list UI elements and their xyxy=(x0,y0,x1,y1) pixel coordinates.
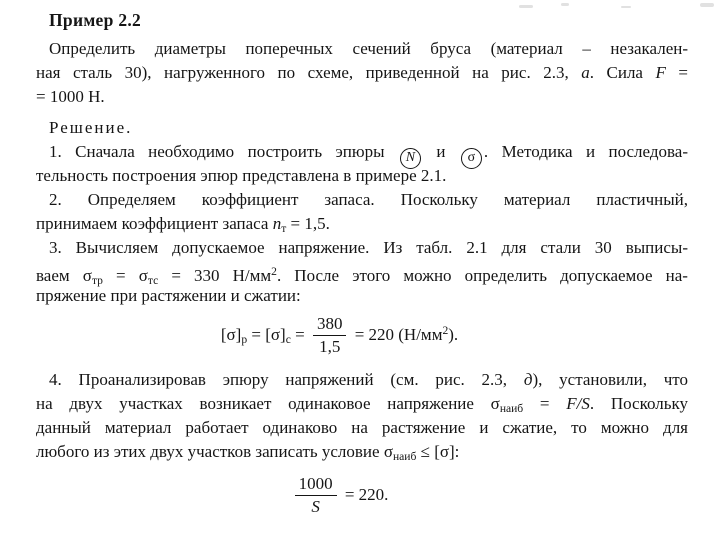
scan-artifact xyxy=(700,3,714,7)
scan-artifact xyxy=(561,3,569,6)
step-line: принимаем коэффициент запаса nт = 1,5. xyxy=(36,214,330,236)
solution-heading: Решение. xyxy=(49,118,133,137)
solution-step-2 xyxy=(36,188,688,236)
example-title: Пример 2.2 xyxy=(49,10,142,30)
step-line: на двух участках возникает одинаковое напряжение σнаиб = F/S. Поскольку xyxy=(36,393,688,416)
problem-statement xyxy=(36,37,688,109)
step-line: пряжение при растяжении и сжатии: xyxy=(36,286,301,305)
step-line: данный материал работает одинаково на растяжение и сжатие, то можно для xyxy=(36,417,688,437)
step-line: 2. Определяем коэффициент запаса. Поскольку материал пластичный, xyxy=(49,190,688,209)
solution-step-3 xyxy=(36,236,688,308)
problem-line: ная сталь 30), нагруженного по схеме, приведенной на рис. 2.3, а. Сила F = xyxy=(36,63,688,82)
solution-step-4 xyxy=(36,368,688,464)
strength-condition-formula: $\frac{1000}{S}$ = 220. xyxy=(36,474,688,518)
solution-step-1 xyxy=(36,140,688,188)
step-line: 1. Сначала необходимо построить эпюры N и σ . Методика и последова- xyxy=(36,140,688,164)
problem-line: Определить диаметры поперечных сечений бруса (материал – незакален- xyxy=(49,39,688,58)
step-line: ваем σтр = σтс = 330 $Н/мм^2$. После этого можно определить допускаемое на- xyxy=(36,265,688,287)
step-line: 3. Вычисляем допускаемое напряжение. Из табл. 2.1 для стали 30 выписы- xyxy=(49,238,688,257)
text-column xyxy=(36,8,688,518)
problem-line: = 1000 Н. xyxy=(36,87,105,106)
allowable-stress-formula: [σ]р = [σ]с = $\frac{380}{1,5}$ = 220 $(Н/мм^2)$. xyxy=(220,314,459,357)
step-line: любого из этих двух участков записать условие σнаиб ≤ [σ]: xyxy=(36,441,460,464)
step-line: тельность построения эпюр представлена в примере 2.1. xyxy=(36,166,447,185)
step-line: 4. Проанализировав эпюру напряжений (см. рис. 2.3, д), установили, что xyxy=(49,369,688,389)
